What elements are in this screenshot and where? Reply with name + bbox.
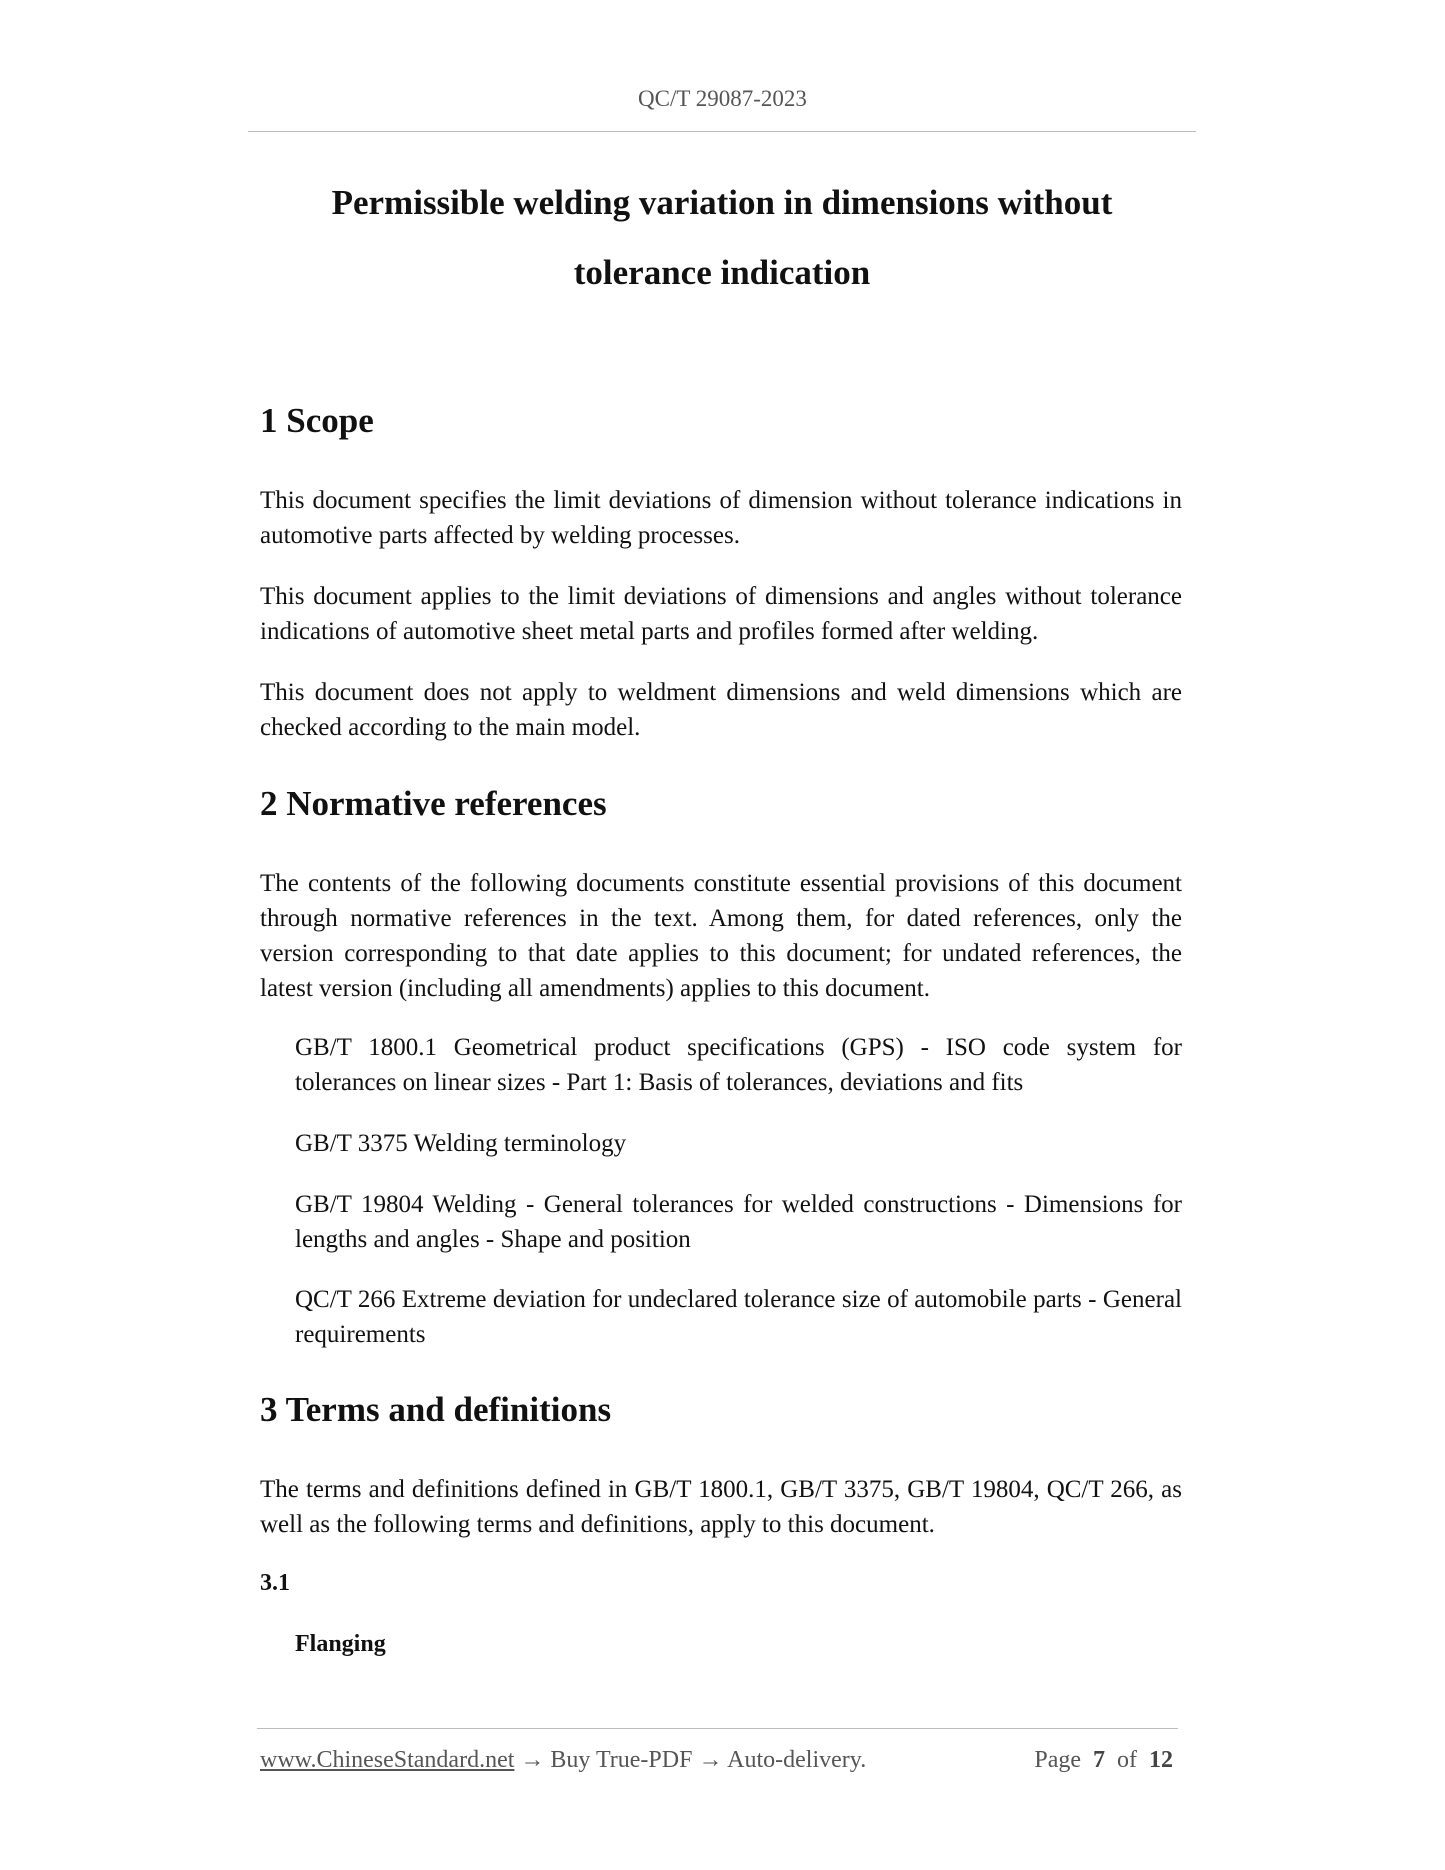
normative-intro: The contents of the following documents constitute essential provisions of this document through normative references in the text. Among them, for dated references, only the version corresponding to that date applies to this document; for undated references, the latest version (including all amendments) applies to this document. <box>260 870 1182 1002</box>
arrow-right-icon: → <box>520 1747 545 1773</box>
clause-number: 3.1 <box>260 1570 290 1596</box>
arrow-right-icon: → <box>698 1747 723 1773</box>
document-code-header: QC/T 29087-2023 <box>638 86 807 111</box>
footer-promo <box>260 1747 866 1774</box>
footer-divider <box>257 1728 1178 1729</box>
reference-item: GB/T 3375 Welding terminology <box>295 1130 627 1157</box>
auto-delivery-text: Auto-delivery. <box>727 1747 867 1773</box>
website-link[interactable]: www.ChineseStandard.net <box>260 1747 515 1773</box>
of-label: of <box>1117 1747 1137 1773</box>
page-label: Page <box>1034 1747 1081 1773</box>
current-page-number: 7 <box>1093 1747 1105 1773</box>
section-2-heading: 2 Normative references <box>260 784 607 823</box>
scope-paragraph-3: This document does not apply to weldment dimensions and weld dimensions which are checked according to the main model. <box>260 679 1182 741</box>
document-title <box>248 168 1196 308</box>
scope-paragraph-2: This document applies to the limit deviations of dimensions and angles without tolerance indications of automotive sheet metal parts and profiles formed after welding. <box>260 583 1182 645</box>
title-line-2: tolerance indication <box>573 253 871 292</box>
reference-item: GB/T 1800.1 Geometrical product specifications (GPS) - ISO code system for tolerances on linear sizes - Part 1: Basis of tolerances, deviations and fits <box>295 1034 1182 1096</box>
header-divider <box>248 131 1196 132</box>
section-3-heading: 3 Terms and definitions <box>260 1390 612 1429</box>
clause-term: Flanging <box>295 1631 386 1657</box>
buy-true-pdf-text: Buy True-PDF <box>550 1747 693 1773</box>
reference-item: GB/T 19804 Welding - General tolerances for welded constructions - Dimensions for lengths and angles - Shape and position <box>295 1191 1182 1253</box>
page-indicator <box>1034 1747 1173 1774</box>
title-line-1: Permissible welding variation in dimensions without <box>331 183 1113 222</box>
terms-intro: The terms and definitions defined in GB/T 1800.1, GB/T 3375, GB/T 19804, QC/T 266, as well as the following terms and definitions, apply to this document. <box>260 1476 1182 1538</box>
total-page-number: 12 <box>1149 1747 1173 1773</box>
reference-item: QC/T 266 Extreme deviation for undeclared tolerance size of automobile parts - General requirements <box>295 1286 1182 1348</box>
scope-paragraph-1: This document specifies the limit deviations of dimension without tolerance indications in automotive parts affected by welding processes. <box>260 487 1182 549</box>
section-1-heading: 1 Scope <box>260 401 374 440</box>
